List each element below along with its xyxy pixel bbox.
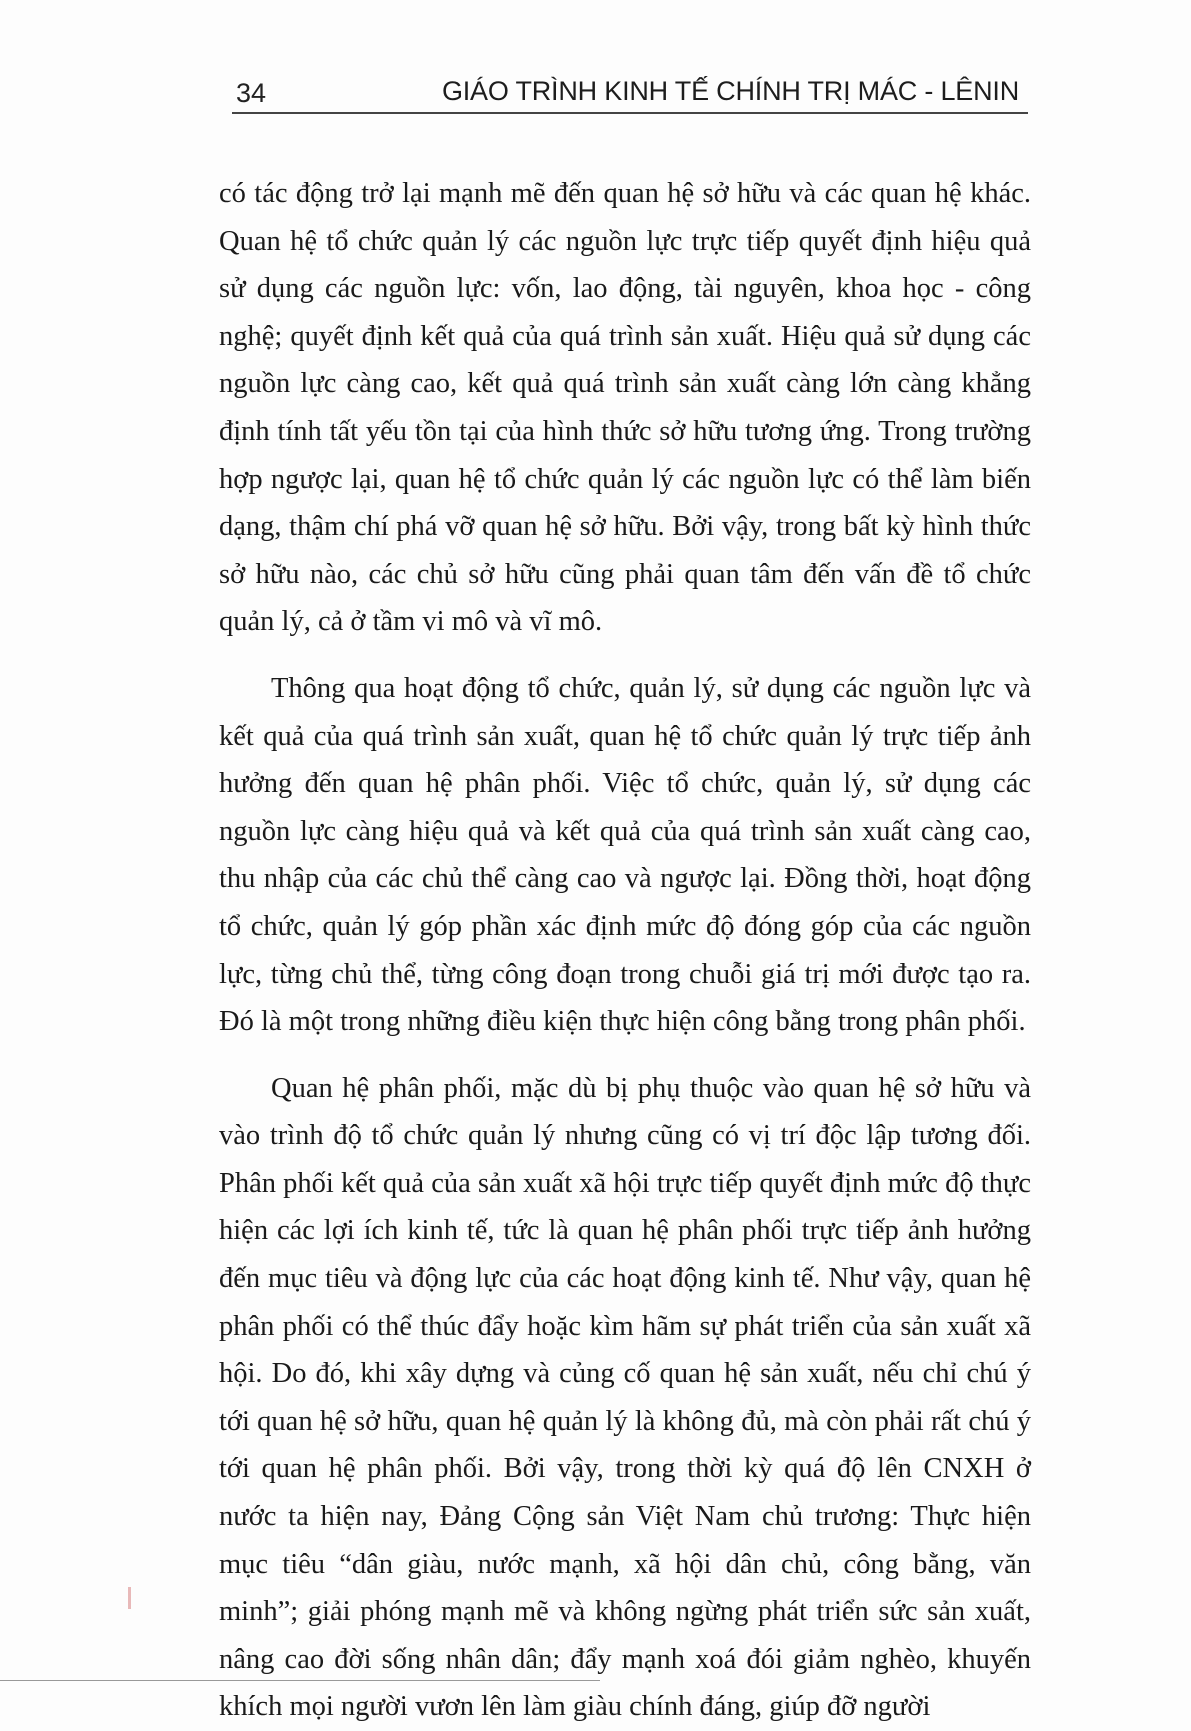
page-header [232, 72, 1027, 112]
paragraph: Quan hệ phân phối, mặc dù bị phụ thuộc vào quan hệ sở hữu và vào trình độ tổ chức quản lý nhưng cũng có vị trí độc lập tương đối. Phân phối kết quả của sản xuất xã hội trực tiếp quyết định mức độ thực hiện các lợi ích kinh tế, tức là quan hệ phân phối trực tiếp ảnh hưởng đến mục tiêu và động lực của các hoạt động kinh tế. Như vậy, quan hệ phân phối có thể thúc đẩy hoặc kìm hãm sự phát triển của sản xuất xã hội. Do đó, khi xây dựng và củng cố quan hệ sản xuất, nếu chỉ chú ý tới quan hệ sở hữu, quan hệ quản lý là không đủ, mà còn phải rất chú ý tới quan hệ phân phối. Bởi vậy, trong thời kỳ quá độ lên CNXH ở nước ta hiện nay, Đảng Cộng sản Việt Nam chủ trương: Thực hiện mục tiêu “dân giàu, nước mạnh, xã hội dân chủ, công bằng, văn minh”; giải phóng mạnh mẽ và không ngừng phát triển sức sản xuất, nâng cao đời sống nhân dân; đẩy mạnh xoá đói giảm nghèo, khuyến khích mọi người vươn lên làm giàu chính đáng, giúp đỡ người [219, 1072, 1031, 1723]
paragraph: Thông qua hoạt động tổ chức, quản lý, sử dụng các nguồn lực và kết quả của quá trình sản xuất, quan hệ tổ chức quản lý trực tiếp ảnh hưởng đến quan hệ phân phối. Việc tổ chức, quản lý, sử dụng các nguồn lực càng hiệu quả và kết quả của quá trình sản xuất càng cao, thu nhập của các chủ thể càng cao và ngược lại. Đồng thời, hoạt động tổ chức, quản lý góp phần xác định mức độ đóng góp của các nguồn lực, từng chủ thể, từng công đoạn trong chuỗi giá trị mới được tạo ra. Đó là một trong những điều kiện thực hiện công bằng trong phân phối. [219, 672, 1031, 1038]
scan-mark [128, 1587, 131, 1609]
body-text [219, 170, 1031, 1731]
paragraph-continued: có tác động trở lại mạnh mẽ đến quan hệ sở hữu và các quan hệ khác. Quan hệ tổ chức quản lý các nguồn lực trực tiếp quyết định hiệu quả sử dụng các nguồn lực: vốn, lao động, tài nguyên, khoa học - công nghệ; quyết định kết quả của quá trình sản xuất. Hiệu quả sử dụng các nguồn lực càng cao, kết quả quá trình sản xuất càng lớn càng khẳng định tính tất yếu tồn tại của hình thức sở hữu tương ứng. Trong trường hợp ngược lại, quan hệ tổ chức quản lý các nguồn lực có thể làm biến dạng, thậm chí phá vỡ quan hệ sở hữu. Bởi vậy, trong bất kỳ hình thức sở hữu nào, các chủ sở hữu cũng phải quan tâm đến vấn đề tổ chức quản lý, cả ở tầm vi mô và vĩ mô. [219, 178, 1031, 638]
header-divider [232, 112, 1028, 114]
page-number: 34 [236, 78, 267, 108]
running-title: GIÁO TRÌNH KINH TẾ CHÍNH TRỊ MÁC - LÊNIN [441, 76, 1019, 106]
bottom-edge-rule [0, 1680, 600, 1681]
